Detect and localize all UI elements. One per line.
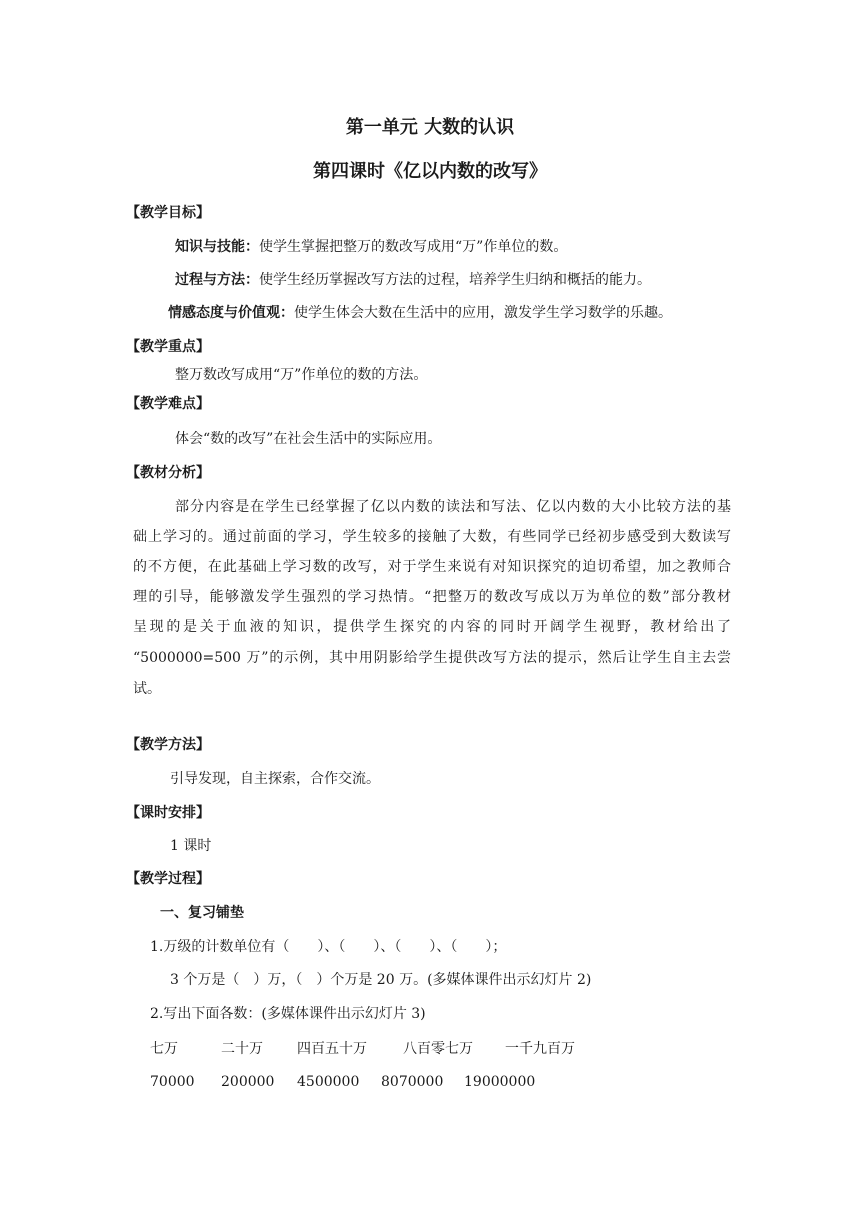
word-number: 七万 <box>150 1041 178 1057</box>
goal-label: 过程与方法： <box>175 272 259 288</box>
goal-text: 使学生体会大数在生活中的应用，激发学生学习数学的乐趣。 <box>294 305 672 321</box>
goal-text: 使学生经历掌握改写方法的过程，培养学生归纳和概括的能力。 <box>259 272 651 288</box>
analysis-line: 呈现的是关于血液的知识，提供学生探究的内容的同时开阔学生视野，教材给出了 <box>133 619 731 635</box>
word-number: 八百零七万 <box>403 1041 473 1057</box>
goal-label: 情感态度与价值观： <box>168 305 294 321</box>
key-heading: 【教学重点】 <box>126 339 210 355</box>
analysis-line: 础上学习的。通过前面的学习，学生较多的接触了大数，有些同学已经初步感受到大数读写 <box>133 529 731 545</box>
goal-label: 知识与技能： <box>175 239 259 255</box>
analysis-line: “5000000=500 万”的示例，其中用阴影给学生提供改写方法的提示，然后让学生自主去尝 <box>133 650 731 666</box>
question-1: 1.万级的计数单位有（ ）、（ ）、（ ）、（ ）； <box>150 939 507 955</box>
analysis-heading: 【教材分析】 <box>126 465 210 481</box>
digit-number: 4500000 <box>297 1074 360 1090</box>
key-text: 整万数改写成用“万”作单位的数的方法。 <box>175 367 428 383</box>
process-heading: 【教学过程】 <box>126 871 210 887</box>
goals-heading: 【教学目标】 <box>126 205 210 221</box>
analysis-line: 理的引导，能够激发学生强烈的学习热情。“把整万的数改写成以万为单位的数”部分教材 <box>133 589 731 605</box>
analysis-line: 试。 <box>133 681 161 697</box>
digit-number: 19000000 <box>464 1074 536 1090</box>
analysis-line: 的不方便，在此基础上学习数的改写，对于学生来说有对知识探究的迫切希望，加之教师合 <box>133 559 731 575</box>
digit-number: 200000 <box>221 1074 275 1090</box>
digit-number: 70000 <box>150 1074 195 1090</box>
digit-number: 8070000 <box>381 1074 444 1090</box>
difficulty-heading: 【教学难点】 <box>126 396 210 412</box>
section-review-heading: 一、复习铺垫 <box>160 905 244 921</box>
question-1b: 3 个万是（ ）万，（ ）个万是 20 万。(多媒体课件出示幻灯片 2) <box>170 972 592 988</box>
schedule-heading: 【课时安排】 <box>126 805 210 821</box>
lesson-title: 第四课时《亿以内数的改写》 <box>313 161 547 182</box>
word-number: 一千九百万 <box>505 1041 575 1057</box>
goal-text: 使学生掌握把整万的数改写成用“万”作单位的数。 <box>259 239 568 255</box>
word-number: 二十万 <box>221 1041 263 1057</box>
method-text: 引导发现，自主探索，合作交流。 <box>170 771 380 787</box>
word-number: 四百五十万 <box>297 1041 367 1057</box>
unit-title: 第一单元 大数的认识 <box>345 117 515 138</box>
goal-knowledge <box>175 237 567 257</box>
analysis-line: 部分内容是在学生已经掌握了亿以内数的读法和写法、亿以内数的大小比较方法的基 <box>175 499 731 515</box>
goal-process <box>175 270 651 290</box>
question-2: 2.写出下面各数：(多媒体课件出示幻灯片 3) <box>150 1006 426 1022</box>
goal-attitude <box>168 303 672 323</box>
method-heading: 【教学方法】 <box>126 737 210 753</box>
schedule-text: 1 课时 <box>170 838 212 854</box>
difficulty-text: 体会“数的改写”在社会生活中的实际应用。 <box>175 431 442 447</box>
